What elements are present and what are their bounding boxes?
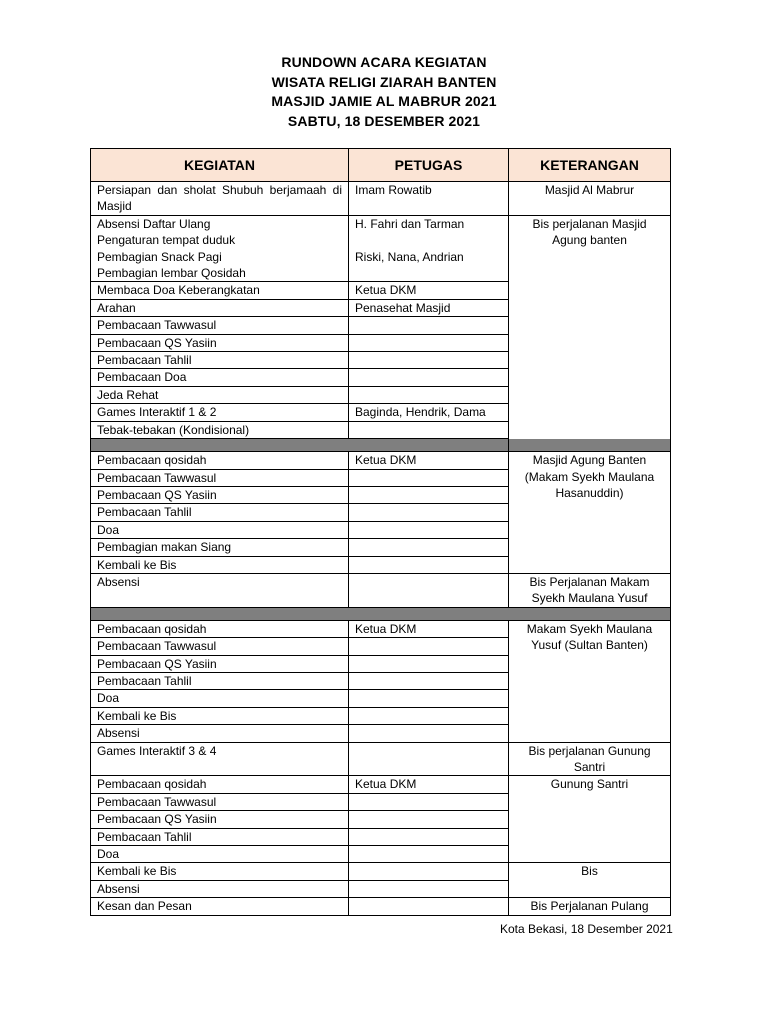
table-row [91,620,671,637]
cell-petugas [349,352,509,369]
header-petugas: PETUGAS [349,149,509,182]
cell-kegiatan: Absensi [91,725,349,742]
cell-kegiatan: Kesan dan Pesan [91,898,349,915]
cell-kegiatan: Jeda Rehat [91,386,349,403]
document-title [0,53,768,131]
cell-petugas [349,486,509,503]
cell-petugas: Ketua DKM [349,776,509,793]
cell-kegiatan: Doa [91,521,349,538]
cell-kegiatan: Pembacaan Tahlil [91,828,349,845]
cell-kegiatan: Doa [91,846,349,863]
section-separator [91,607,671,620]
cell-kegiatan: Pembacaan QS Yasiin [91,655,349,672]
footer-place-date: Kota Bekasi, 18 Desember 2021 [500,922,673,936]
cell-petugas [349,521,509,538]
title-line-2: WISATA RELIGI ZIARAH BANTEN [271,73,497,90]
cell-petugas [349,725,509,742]
cell-petugas [349,504,509,521]
cell-petugas: Ketua DKM [349,282,509,299]
cell-petugas: H. Fahri dan Tarman Riski, Nana, Andrian [349,215,509,282]
cell-keterangan: Bis [509,863,671,898]
cell-kegiatan: Pembacaan Doa [91,369,349,386]
cell-kegiatan: Pembacaan QS Yasiin [91,486,349,503]
cell-kegiatan: Membaca Doa Keberangkatan [91,282,349,299]
section-separator-row [91,439,671,452]
cell-kegiatan: Absensi Daftar Ulang Pengaturan tempat duduk Pembagian Snack Pagi Pembagian lembar Qosidah [91,215,349,282]
cell-kegiatan: Arahan [91,299,349,316]
cell-keterangan: Bis perjalanan Gunung Santri [509,742,671,776]
cell-petugas [349,573,509,607]
cell-petugas [349,863,509,880]
cell-kegiatan: Kembali ke Bis [91,707,349,724]
rundown-table [90,148,671,916]
header-kegiatan: KEGIATAN [91,149,349,182]
cell-kegiatan: Pembacaan qosidah [91,620,349,637]
cell-kegiatan: Games Interaktif 3 & 4 [91,742,349,776]
cell-kegiatan: Kembali ke Bis [91,556,349,573]
cell-petugas: Baginda, Hendrik, Dama [349,404,509,421]
cell-kegiatan: Pembacaan Tawwasul [91,469,349,486]
cell-petugas: Ketua DKM [349,452,509,469]
cell-kegiatan: Doa [91,690,349,707]
cell-petugas [349,846,509,863]
cell-petugas [349,793,509,810]
cell-kegiatan: Persiapan dan sholat Shubuh berjamaah di Masjid [91,182,349,216]
cell-kegiatan: Pembacaan Tahlil [91,504,349,521]
table-row [91,182,671,216]
section-separator [91,439,671,452]
cell-petugas: Imam Rowatib [349,182,509,216]
cell-kegiatan: Pembagian makan Siang [91,539,349,556]
cell-petugas [349,690,509,707]
cell-petugas [349,421,509,438]
table-row [91,776,671,793]
cell-keterangan: Bis Perjalanan Makam Syekh Maulana Yusuf [509,573,671,607]
table-row [91,863,671,880]
cell-keterangan: Bis Perjalanan Pulang [509,898,671,915]
cell-keterangan: Masjid Agung Banten (Makam Syekh Maulana Hasanuddin) [509,452,671,574]
cell-petugas [349,469,509,486]
cell-kegiatan: Pembacaan qosidah [91,452,349,469]
table-row [91,898,671,915]
cell-petugas [349,638,509,655]
table-body [91,182,671,916]
header-keterangan: KETERANGAN [509,149,671,182]
cell-kegiatan: Absensi [91,573,349,607]
table-row [91,742,671,776]
table-row [91,452,671,469]
cell-petugas: Ketua DKM [349,620,509,637]
cell-keterangan: Bis perjalanan Masjid Agung banten [509,215,671,451]
cell-petugas [349,334,509,351]
cell-kegiatan: Pembacaan qosidah [91,776,349,793]
cell-petugas [349,317,509,334]
cell-petugas [349,672,509,689]
section-separator-row [91,607,671,620]
table-header-row [91,149,671,182]
title-line-1: RUNDOWN ACARA KEGIATAN [281,54,487,70]
table-row [91,215,671,282]
cell-kegiatan: Pembacaan QS Yasiin [91,334,349,351]
cell-kegiatan: Pembacaan Tawwasul [91,638,349,655]
cell-petugas [349,880,509,897]
cell-keterangan: Gunung Santri [509,776,671,863]
cell-petugas [349,898,509,915]
cell-kegiatan: Pembacaan Tahlil [91,352,349,369]
cell-petugas [349,556,509,573]
title-line-3: MASJID JAMIE AL MABRUR 2021 [271,93,497,109]
table-row [91,573,671,607]
cell-keterangan: Makam Syekh Maulana Yusuf (Sultan Banten) [509,620,671,742]
cell-petugas [349,369,509,386]
cell-petugas [349,811,509,828]
cell-petugas [349,386,509,403]
cell-petugas: Penasehat Masjid [349,299,509,316]
cell-kegiatan: Pembacaan Tawwasul [91,793,349,810]
cell-kegiatan: Kembali ke Bis [91,863,349,880]
title-line-4: SABTU, 18 DESEMBER 2021 [287,112,481,129]
cell-petugas [349,539,509,556]
cell-kegiatan: Pembacaan Tahlil [91,672,349,689]
cell-kegiatan: Games Interaktif 1 & 2 [91,404,349,421]
cell-petugas [349,742,509,776]
cell-petugas [349,707,509,724]
cell-kegiatan: Pembacaan QS Yasiin [91,811,349,828]
cell-keterangan: Masjid Al Mabrur [509,182,671,216]
cell-kegiatan: Tebak-tebakan (Kondisional) [91,421,349,438]
cell-kegiatan: Absensi [91,880,349,897]
cell-kegiatan: Pembacaan Tawwasul [91,317,349,334]
cell-petugas [349,655,509,672]
cell-petugas [349,828,509,845]
